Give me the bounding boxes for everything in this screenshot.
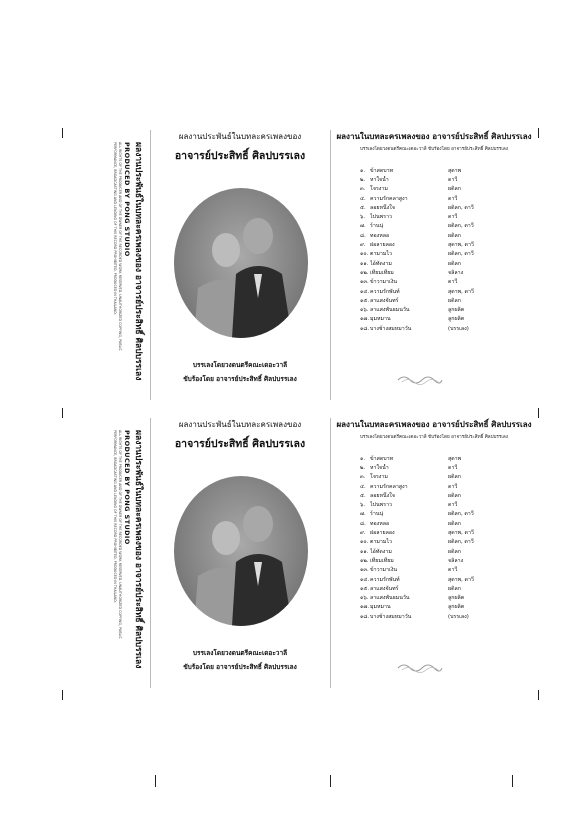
track-title: โจรงาม [370,186,388,193]
track-number: ๑๗. [360,316,370,323]
back-heading: ผลงานในบทละครเพลงของ อาจารย์ประสิทธิ์ ศิลปบรรเลง [336,132,532,141]
track-title: ลาแสงจันทร์ [370,297,399,304]
crop-mark [155,775,156,787]
track-number: ๑๒. [360,557,369,564]
track-title: ลอยหนึ่งใจ [370,492,395,499]
track-singer: ผดิลก, ดาวี [448,251,474,258]
portrait-photo [174,188,308,338]
track-singer: ผดิลก [448,585,461,592]
track-singer: ดาวี [448,483,458,490]
track-singer: จลิลาง [448,557,464,564]
track-title: โจรงาม [370,474,388,481]
track-title: ไอ้ทัดงาม [370,548,392,555]
copyright-notice: PERFORMANCE, BROADCASTING AND LENDING OF THIS RECORD PROHIBITED. PRODUCED IN THAILAND. [112,430,117,603]
portrait-photo [174,476,308,626]
track-row [360,528,530,537]
track-row [360,603,530,612]
track-row [360,240,530,249]
track-singer: ดาวี [448,279,458,286]
track-title: บางช้างสมหมาวัน [370,325,412,332]
track-singer: ผดิลก, ดาวี [448,204,474,211]
track-title: ข้าสดบาท [370,167,394,174]
track-title: ไปนพราว [370,214,392,221]
fold-line [150,418,151,688]
track-title: ลอยหนึ่งใจ [370,204,395,211]
track-number: ๑๑. [360,260,369,267]
track-row [360,463,530,472]
cassette-insert-card [0,110,584,410]
track-number: ๑๔. [360,576,370,583]
track-row [360,222,530,231]
artist-name: อาจารย์ประสิทธิ์ ศิลปบรรเลง [174,150,306,162]
track-singer: ผดิลก [448,492,461,499]
track-row [360,175,530,184]
producer-credit: PRODUCED BY PONG STUDIO [123,430,131,545]
artist-name: อาจารย์ประสิทธิ์ ศิลปบรรเลง [174,438,306,450]
track-row [360,547,530,556]
track-singer: สุดาพ [448,167,462,174]
track-number: ๑. [360,167,366,174]
track-singer: ผดิลก [448,186,461,193]
track-singer: สุดาพ, ดาวี [448,576,474,583]
front-cover [152,128,328,400]
track-title: ร้านนุ่ [370,511,384,518]
track-number: ๑๖. [360,595,369,602]
track-number: ๔. [360,483,366,490]
track-title: มุมหมาน [370,316,391,323]
copyright-notice: ALL RIGHTS OF THE PRODUCER AND OF THE OWNER OF THE RECORDED WORK RESERVED. UNAUTHORIZED COPYING, PUBLIC [118,142,122,351]
track-singer: ผดิลก, ดาวี [448,539,474,546]
track-singer: ดาวี [448,195,458,202]
track-row [360,287,530,296]
track-singer: ลูกผลิต [448,595,465,602]
track-number: ๙. [360,242,366,249]
track-row [360,324,530,333]
track-row [360,584,530,593]
track-row [360,566,530,575]
track-singer: ลูกผลิต [448,604,465,611]
band-credit: บรรเลงโดยวงดนตรีคณะเดอะวาลี [192,649,288,657]
copyright-notice: PERFORMANCE, BROADCASTING AND LENDING OF THIS RECORD PROHIBITED. PRODUCED IN THAILAND. [112,142,117,315]
track-singer: ผดิลก, ดาวี [448,511,474,518]
track-title: ความรักคลาสูงา [370,195,408,202]
track-singer: ลูกผลิต [448,307,465,314]
spine-title: ผลงานประพันธ์ในบทละครเพลงของ อาจารย์ประสิทธิ์ ศิลปบรรเลง [133,142,143,381]
crop-mark [512,775,513,787]
track-row [360,538,530,547]
track-singer: ดาวี [448,176,458,183]
fold-line [330,418,331,688]
track-title: เทียมเทียม [370,269,394,276]
track-title: ข้าวามาเงิน [370,279,398,286]
track-number: ๑๒. [360,269,369,276]
track-singer: ผดิลก [448,260,461,267]
track-title: ไปนพราว [370,502,392,509]
track-row [360,482,530,491]
track-singer: ผดิลก [448,520,461,527]
spine-panel [72,430,150,670]
track-row [360,315,530,324]
back-panel [334,416,534,688]
track-row [360,194,530,203]
track-row [360,231,530,240]
track-title: ฝอลายลอง [370,242,395,249]
portrait-illustration [174,476,308,626]
track-number: ๗. [360,223,366,230]
track-number: ๙. [360,530,366,537]
back-panel [334,128,534,400]
track-number: ๑๕. [360,585,370,592]
track-singer: ผดิลก [448,232,461,239]
track-title: ลาแสงพันธมนวัน [370,595,410,602]
track-number: ๒. [360,176,366,183]
track-number: ๑๐. [360,539,369,546]
track-singer: (บรรเลง) [448,325,469,332]
track-singer: (บรรเลง) [448,613,469,620]
track-row [360,268,530,277]
track-number: ๓. [360,474,366,481]
track-number: ๗. [360,511,366,518]
track-singer: จลิลาง [448,269,464,276]
track-number: ๑๔. [360,288,370,295]
cover-heading: ผลงานประพันธ์ในบทละครเพลงของ [178,132,302,141]
track-number: ๓. [360,186,366,193]
track-singer: ผดิลก [448,548,461,555]
track-row [360,575,530,584]
track-title: เทียมเทียม [370,557,394,564]
track-singer: ดาวี [448,464,458,471]
track-title: หาใจน้ำ [370,464,389,471]
track-title: ข้าวามาเงิน [370,567,398,574]
track-list [360,454,530,621]
track-row [360,305,530,314]
back-heading: ผลงานในบทละครเพลงของ อาจารย์ประสิทธิ์ ศิลปบรรเลง [336,420,532,429]
track-list [360,166,530,333]
vocal-credit: ขับร้องโดย อาจารย์ประสิทธิ์ ศิลปบรรเลง [183,663,297,671]
track-title: บางช้างสมหมาวัน [370,613,412,620]
track-singer: สุดาพ, ดาวี [448,242,474,249]
track-row [360,612,530,621]
track-row [360,510,530,519]
track-number: ๑๖. [360,307,369,314]
track-title: ตามามไว [370,251,393,258]
track-title: ความรักพันท์ [370,576,400,583]
back-subheading: บรรเลงโดยวงดนตรีคณะเดอะวาลี ขับร้องโดย อาจารย์ประสิทธิ์ ศิลปบรรเลง [359,147,508,152]
track-title: ลาแสงพันธมนวัน [370,307,410,314]
track-row [360,519,530,528]
track-singer: สุดาพ, ดาวี [448,530,474,537]
track-number: ๑๓. [360,567,369,574]
track-title: ทองหลอ [370,232,390,239]
track-title: มุมหมาน [370,604,391,611]
track-row [360,593,530,602]
track-number: ๑๘. [360,613,370,620]
spine-text-block [72,430,150,670]
portrait-illustration [174,188,308,338]
track-singer: ลูกผลิต [448,316,465,323]
track-title: ตามามไว [370,539,393,546]
track-title: ไอ้ทัดงาม [370,260,392,267]
track-number: ๑. [360,455,366,462]
track-number: ๒. [360,464,366,471]
track-singer: ผดิลก, ดาวี [448,223,474,230]
fold-line [150,130,151,400]
band-credit: บรรเลงโดยวงดนตรีคณะเดอะวาลี [192,361,288,369]
track-row [360,556,530,565]
track-row [360,185,530,194]
track-number: ๘. [360,232,366,239]
track-number: ๖. [360,502,366,509]
track-title: ความรักคลาสูงา [370,483,408,490]
ornament-icon [396,372,444,386]
track-row [360,259,530,268]
track-number: ๑๕. [360,297,370,304]
cassette-insert-card [0,398,584,698]
track-title: ร้านนุ่ [370,223,384,230]
track-singer: ผดิลก [448,297,461,304]
track-singer: สุดาพ, ดาวี [448,288,474,295]
producer-credit: PRODUCED BY PONG STUDIO [123,142,131,257]
vocal-credit: ขับร้องโดย อาจารย์ประสิทธิ์ ศิลปบรรเลง [183,375,297,383]
track-number: ๑๓. [360,279,369,286]
back-subheading: บรรเลงโดยวงดนตรีคณะเดอะวาลี ขับร้องโดย อาจารย์ประสิทธิ์ ศิลปบรรเลง [359,435,508,440]
track-number: ๔. [360,195,366,202]
track-singer: ผดิลก [448,474,461,481]
track-title: ความรักพันท์ [370,288,400,295]
copyright-notice: ALL RIGHTS OF THE PRODUCER AND OF THE OWNER OF THE RECORDED WORK RESERVED. UNAUTHORIZED COPYING, PUBLIC [118,430,122,639]
track-row [360,500,530,509]
track-number: ๑๗. [360,604,370,611]
track-singer: ดาวี [448,214,458,221]
track-row [360,203,530,212]
track-row [360,491,530,500]
track-row [360,212,530,221]
track-number: ๑๐. [360,251,369,258]
track-number: ๘. [360,520,366,527]
ornament-icon [396,660,444,674]
track-singer: ดาวี [448,502,458,509]
track-number: ๕. [360,492,366,499]
track-singer: สุดาพ [448,455,462,462]
spine-panel [72,142,150,382]
track-title: ข้าสดบาท [370,455,394,462]
track-number: ๑๘. [360,325,370,332]
track-number: ๖. [360,214,366,221]
track-row [360,296,530,305]
track-row [360,278,530,287]
track-row [360,166,530,175]
track-row [360,454,530,463]
track-title: ทองหลอ [370,520,390,527]
crop-mark [330,775,331,787]
track-row [360,250,530,259]
track-singer: ดาวี [448,567,458,574]
track-row [360,473,530,482]
track-title: ลาแสงจันทร์ [370,585,399,592]
track-title: ฝอลายลอง [370,530,395,537]
fold-line [330,130,331,400]
spine-title: ผลงานประพันธ์ในบทละครเพลงของ อาจารย์ประสิทธิ์ ศิลปบรรเลง [133,430,143,669]
spine-text-block [72,142,150,382]
front-cover [152,416,328,688]
track-title: หาใจน้ำ [370,176,389,183]
track-number: ๑๑. [360,548,369,555]
track-number: ๕. [360,204,366,211]
cover-heading: ผลงานประพันธ์ในบทละครเพลงของ [178,420,302,429]
